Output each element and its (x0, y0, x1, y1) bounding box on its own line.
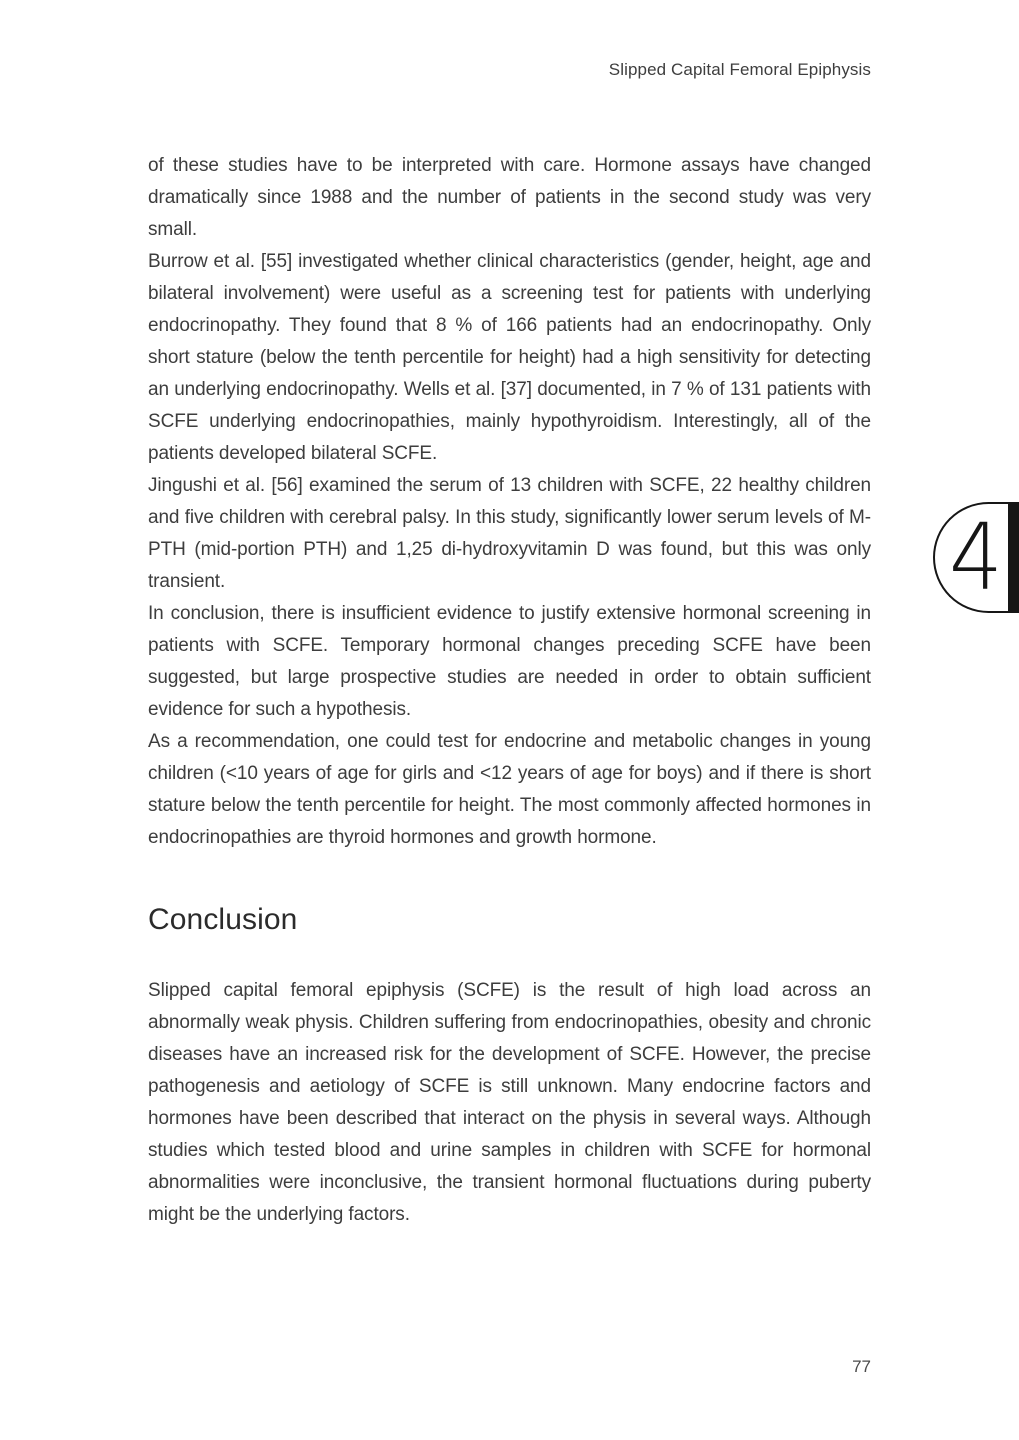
conclusion-paragraph: Slipped capital femoral epiphysis (SCFE) is the result of high load across an abnormally weak physis. Children suffering from endocrinopathies, obesity and chronic diseases have an increased risk for the development of SCFE. However, the precise pathogenesis and aetiology of SCFE is still unknown. Many endocrine factors and hormones have been described that interact on the physis in several ways. Although studies which tested blood and urine samples in children with SCFE for hormonal abnormalities were inconclusive, the transient hormonal fluctuations during puberty might be the underlying factors. (148, 980, 871, 1225)
chapter-tab (933, 502, 1008, 613)
chapter-edge-bar (1007, 502, 1019, 613)
chapter-number: 4 (949, 503, 1004, 611)
body-paragraph-4: In conclusion, there is insufficient evidence to justify extensive hormonal screening in patients with SCFE. Temporary hormonal changes preceding SCFE have been suggested, but large prospective studies are needed in order to obtain sufficient evidence for such a hypothesis. (148, 603, 871, 720)
running-head: Slipped Capital Femoral Epiphysis (608, 60, 871, 79)
body-paragraph-3: Jingushi et al. [56] examined the serum of 13 children with SCFE, 22 healthy children and five children with cerebral palsy. In this study, significantly lower serum levels of M-PTH (mid-portion PTH) and 1,25 di-hydroxyvitamin D was found, but this was only transient. (148, 475, 871, 592)
page-number: 77 (852, 1357, 871, 1376)
conclusion-heading: Conclusion (148, 903, 298, 936)
body-paragraph-5: As a recommendation, one could test for endocrine and metabolic changes in young children (<10 years of age for girls and <12 years of age for boys) and if there is short stature below the tenth percentile for height. The most commonly affected hormones in endocrinopathies are thyroid hormones and growth hormone. (148, 731, 871, 848)
body-paragraph-2: Burrow et al. [55] investigated whether clinical characteristics (gender, height, age and bilateral involvement) were useful as a screening test for patients with underlying endocrinopathy. They found that 8 % of 166 patients had an endocrinopathy. Only short stature (below the tenth percentile for height) had a high sensitivity for detecting an underlying endocrinopathy. Wells et al. [37] documented, in 7 % of 131 patients with SCFE underlying endocrinopathies, mainly hypothyroidism. Interestingly, all of the patients developed bilateral SCFE. (148, 251, 871, 464)
body-text (148, 150, 871, 854)
body-paragraph-1: of these studies have to be interpreted with care. Hormone assays have changed dramatically since 1988 and the number of patients in the second study was very small. (148, 155, 871, 240)
